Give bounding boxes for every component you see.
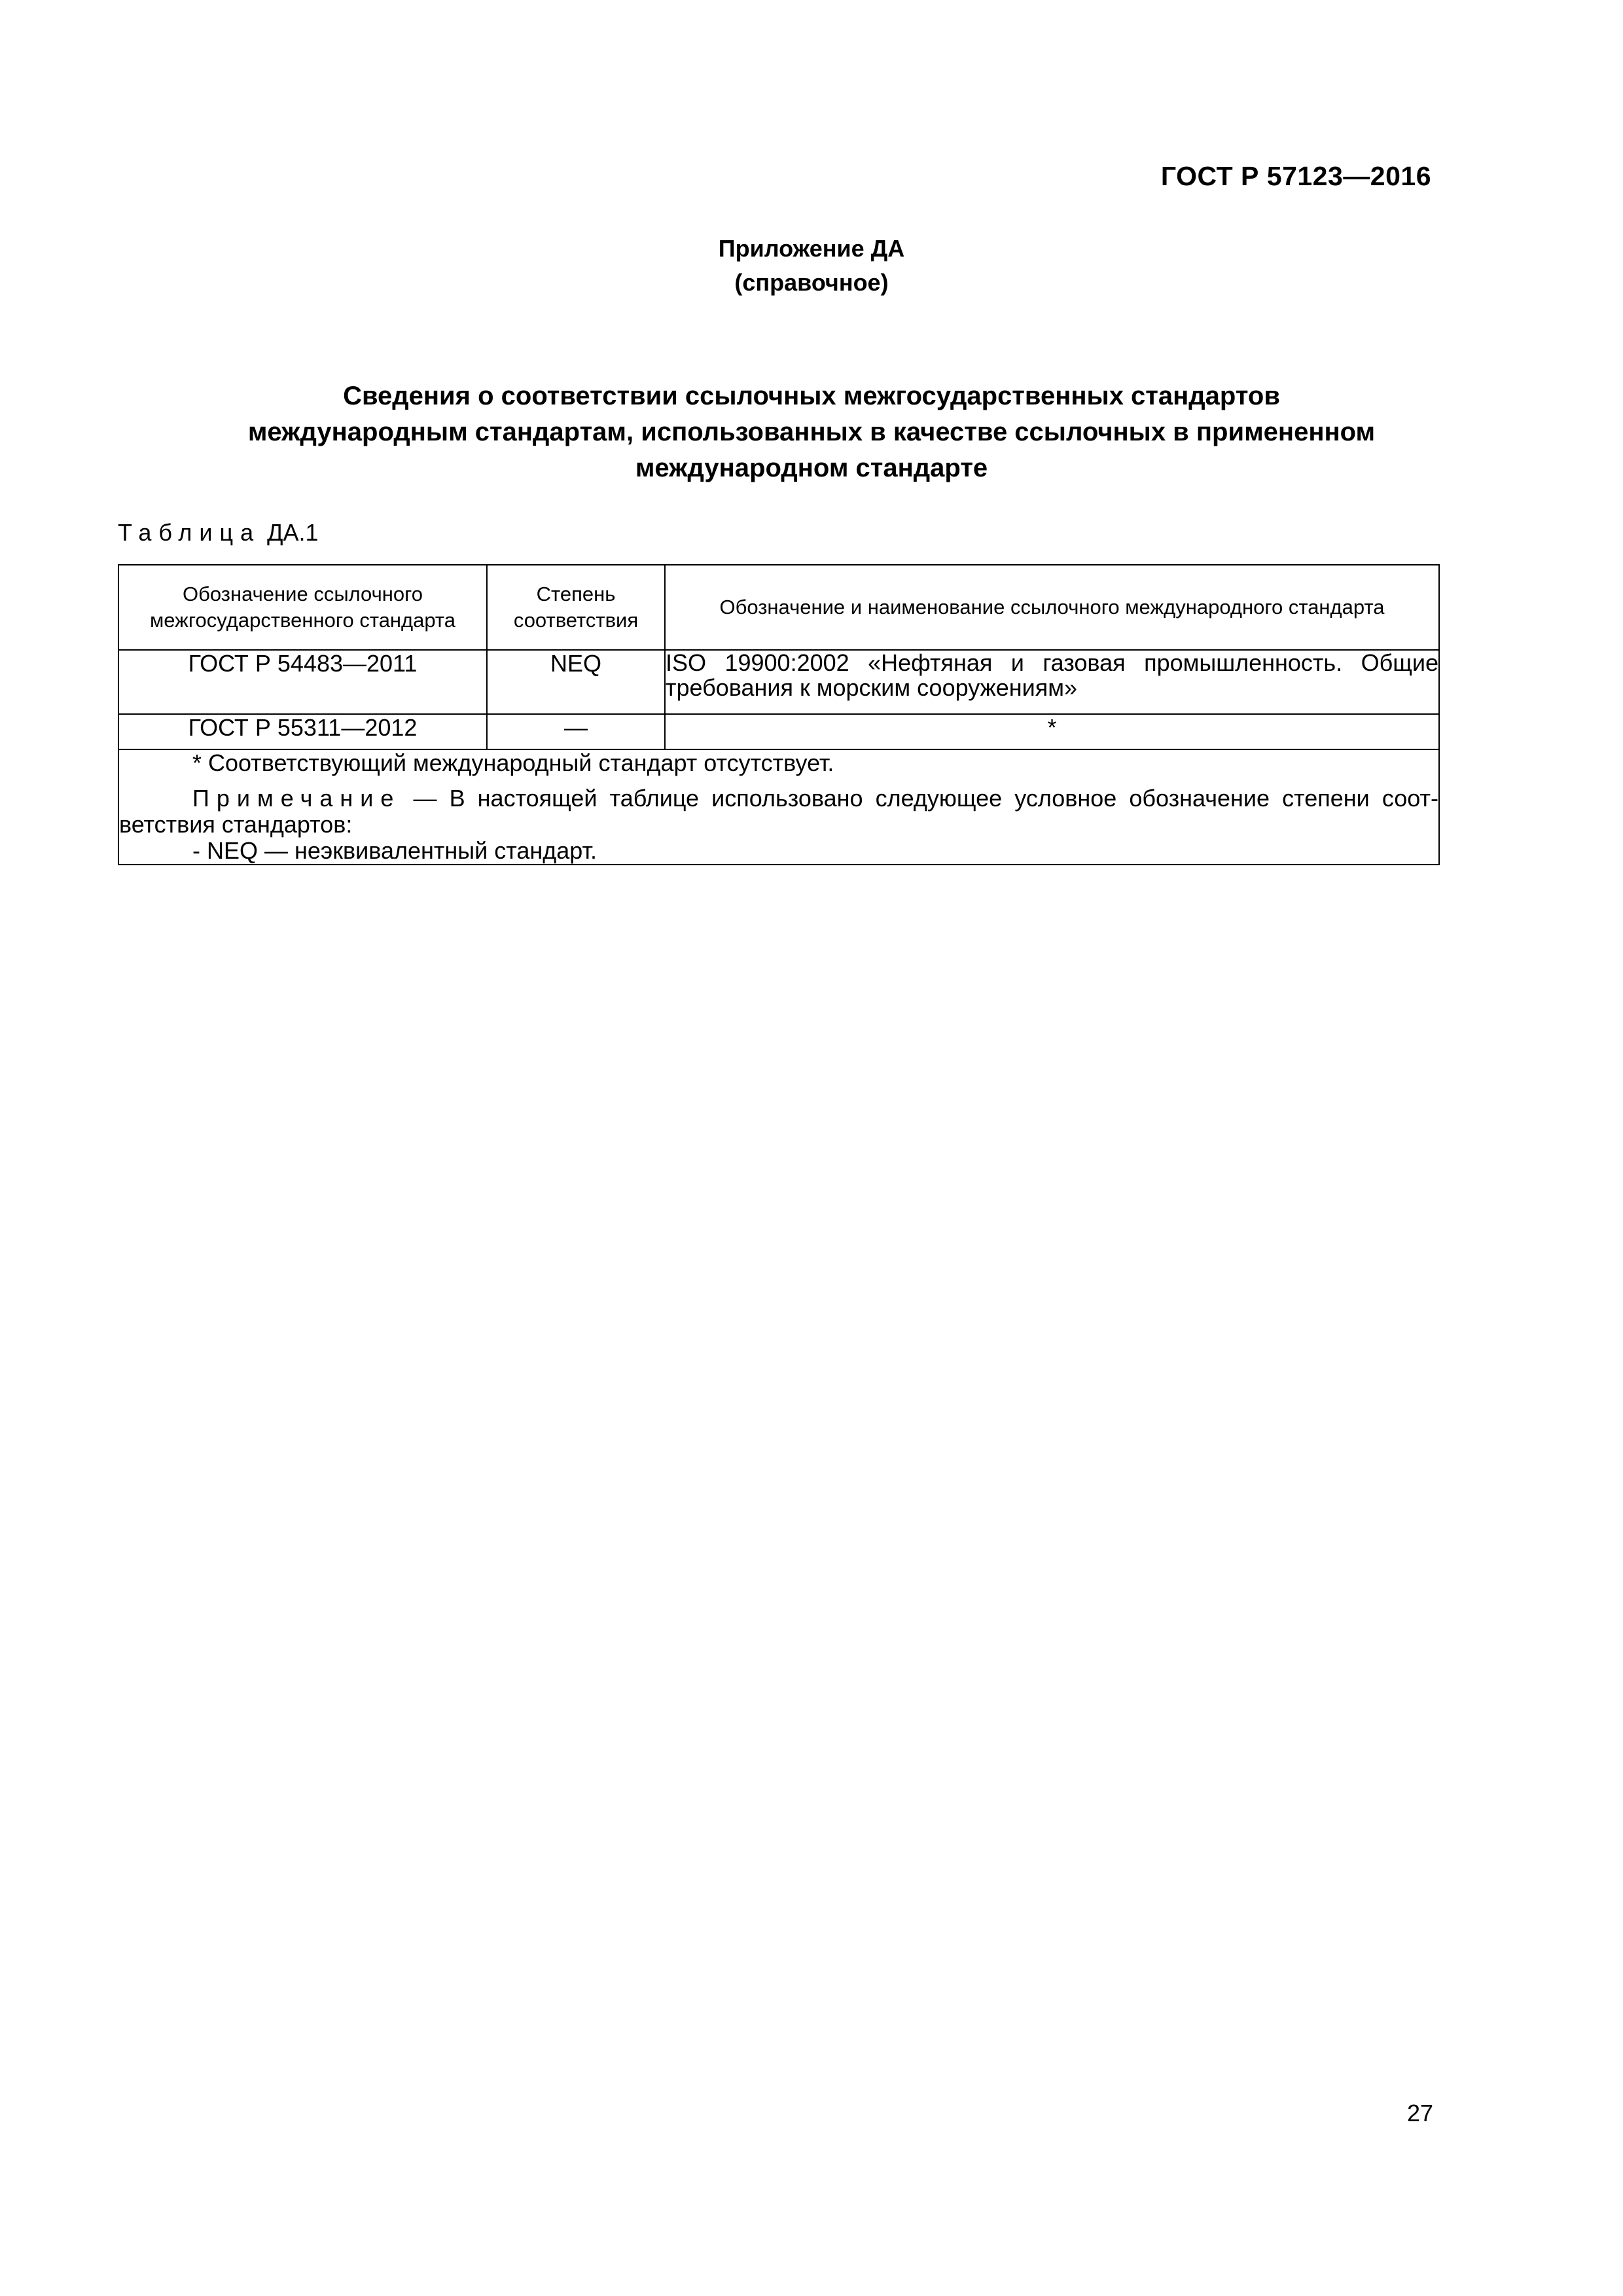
column-header-international: [665, 565, 1439, 650]
column-header-designation: [118, 565, 487, 650]
table-header-row: [118, 565, 1439, 650]
table-row: [118, 714, 1439, 749]
table-note: [119, 785, 1438, 812]
section-heading: [131, 378, 1492, 486]
annex-title: [0, 232, 1623, 300]
heading-line-1: Сведения о соответствии ссылочных межгосударственных стандартов: [343, 382, 1280, 410]
column-header-line: Степень: [536, 583, 616, 605]
note-text-continued: ветствия стандартов:: [119, 811, 353, 838]
cell-designation: ГОСТ Р 54483—2011: [118, 650, 487, 714]
note-label: Примечание: [192, 785, 401, 812]
note-text: — В настоящей таблице использовано следующее условное обозначение степени соот-: [401, 785, 1438, 812]
cell-international: *: [665, 714, 1439, 749]
table-caption: [118, 518, 319, 547]
table-notes-row: [118, 749, 1439, 865]
heading-line-3: международном стандарте: [635, 454, 988, 482]
heading-line-2: международным стандартам, использованных в качестве ссылочных в примененном: [247, 418, 1376, 446]
cell-degree: NEQ: [487, 650, 665, 714]
document-code: ГОСТ Р 57123—2016: [1160, 161, 1431, 191]
annex-type: (справочное): [734, 269, 889, 296]
note-list-item: - NEQ — неэквивалентный стандарт.: [192, 837, 597, 864]
column-header-line: Обозначение ссылочного: [183, 583, 423, 605]
table-caption-number: ДА.1: [260, 519, 319, 546]
table-footnote: * Соответствующий международный стандарт отсутствует.: [192, 749, 834, 776]
reference-table: [118, 564, 1440, 865]
annex-name: Приложение ДА: [718, 235, 905, 262]
page-number: 27: [1406, 2100, 1433, 2126]
column-header-line: соответствия: [513, 609, 639, 632]
cell-designation: ГОСТ Р 55311—2012: [118, 714, 487, 749]
cell-international: ISO 19900:2002 «Нефтяная и газовая промышленность. Общие требования к морским сооружениям»: [665, 650, 1439, 714]
column-header-line: Обозначение и наименование ссылочного международного стандарта: [719, 596, 1385, 619]
table-caption-label: Таблица: [118, 519, 261, 546]
table-notes: [118, 749, 1439, 865]
table-row: [118, 650, 1439, 714]
cell-degree: —: [487, 714, 665, 749]
column-header-degree: [487, 565, 665, 650]
column-header-line: межгосударственного стандарта: [149, 609, 456, 632]
